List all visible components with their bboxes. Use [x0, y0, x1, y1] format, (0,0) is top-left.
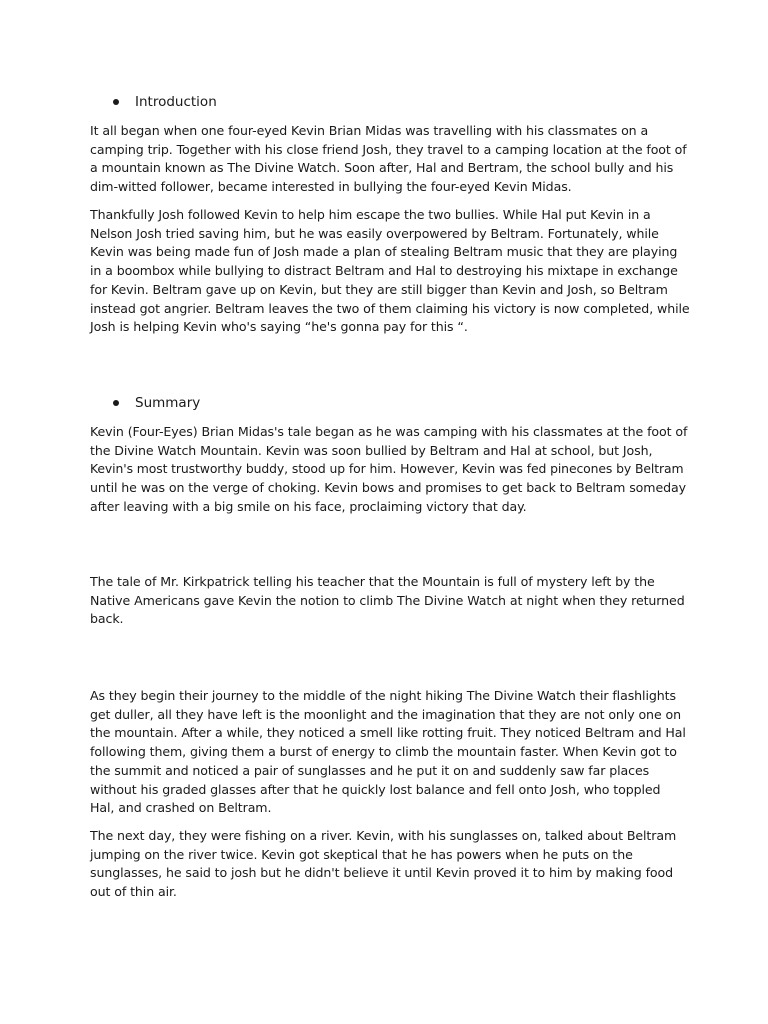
section-heading: Introduction [135, 94, 217, 110]
text-line: dim-witted follower, became interested in bullying the four-eyed Kevin Midas. [90, 179, 572, 195]
text-line: for Kevin. Beltram gave up on Kevin, but they are still bigger than Kevin and Josh, so Beltram [90, 281, 668, 297]
text-line: get duller, all they have left is the moonlight and the imagination that they are not only one on [90, 706, 681, 722]
paragraph [90, 423, 690, 517]
text-line: sunglasses, he said to josh but he didn't believe it until Kevin proved it to him by making food [90, 865, 674, 881]
text-line: Thankfully Josh followed Kevin to help him escape the two bullies. While Hal put Kevin in a [90, 207, 651, 222]
text-line: It all began when one four-eyed Kevin Brian Midas was travelling with his classmates on a [90, 123, 649, 138]
text-line: the Divine Watch Mountain. Kevin was soon bullied by Beltram and Hal at school, but Josh, [90, 442, 653, 458]
section-heading: Summary [135, 395, 201, 411]
text-line: without his graded glasses after that he quickly lost balance and fell onto Josh, who toppled [90, 781, 661, 797]
text-line: The tale of Mr. Kirkpatrick telling his teacher that the Mountain is full of mystery left by the [90, 574, 655, 589]
text-line: out of thin air. [90, 884, 177, 900]
text-line: camping trip. Together with his close friend Josh, they travel to a camping location at the foot of [90, 141, 687, 157]
bullet-icon [113, 400, 119, 406]
text-line: jumping on the river twice. Kevin got skeptical that he has powers when he puts on the [90, 846, 633, 862]
text-line: Kevin was being made fun of Josh made a plan of stealing Beltram music that they are playing [90, 244, 678, 260]
text-line: the summit and noticed a pair of sunglasses and he put it on and suddenly saw far places [90, 762, 650, 778]
text-line: Native Americans gave Kevin the notion to climb The Divine Watch at night when they returned [90, 592, 685, 608]
text-line: Josh is helping Kevin who's saying “he's gonna pay for this “. [90, 319, 468, 335]
text-line: Kevin's most trustworthy buddy, stood up for him. However, Kevin was fed pinecones by Beltram [90, 461, 684, 477]
paragraph [90, 206, 690, 337]
text-line: following them, giving them a burst of energy to climb the mountain faster. When Kevin got to [90, 744, 677, 760]
text-line: in a boombox while bullying to distract Beltram and Hal to destroying his mixtape in exchange [90, 263, 678, 279]
text-line: instead got angrier. Beltram leaves the two of them claiming his victory is now completed, while [90, 300, 690, 316]
bullet-heading-introduction [113, 93, 217, 111]
bullet-heading-summary [113, 394, 200, 412]
text-line: Hal, and crashed on Beltram. [90, 800, 272, 816]
paragraph [90, 687, 690, 818]
text-line: Kevin (Four-Eyes) Brian Midas's tale began as he was camping with his classmates at the foot of [90, 424, 688, 439]
text-line: the mountain. After a while, they noticed a smell like rotting fruit. They noticed Beltram and Hal [90, 725, 686, 741]
paragraph [90, 827, 690, 902]
paragraph [90, 122, 690, 197]
text-line: The next day, they were fishing on a river. Kevin, with his sunglasses on, talked about Beltram [90, 828, 677, 843]
text-line: Nelson Josh tried saving him, but he was easily overpowered by Beltram. Fortunately, while [90, 225, 659, 241]
paragraph [90, 573, 690, 629]
text-line: after leaving with a big smile on his face, proclaiming victory that day. [90, 498, 527, 514]
text-line: back. [90, 611, 124, 627]
text-line: As they begin their journey to the middle of the night hiking The Divine Watch their flashlights [90, 688, 676, 703]
text-line: until he was on the verge of choking. Kevin bows and promises to get back to Beltram someday [90, 480, 686, 496]
bullet-icon [113, 99, 119, 105]
text-line: a mountain known as The Divine Watch. Soon after, Hal and Bertram, the school bully and his [90, 160, 674, 176]
